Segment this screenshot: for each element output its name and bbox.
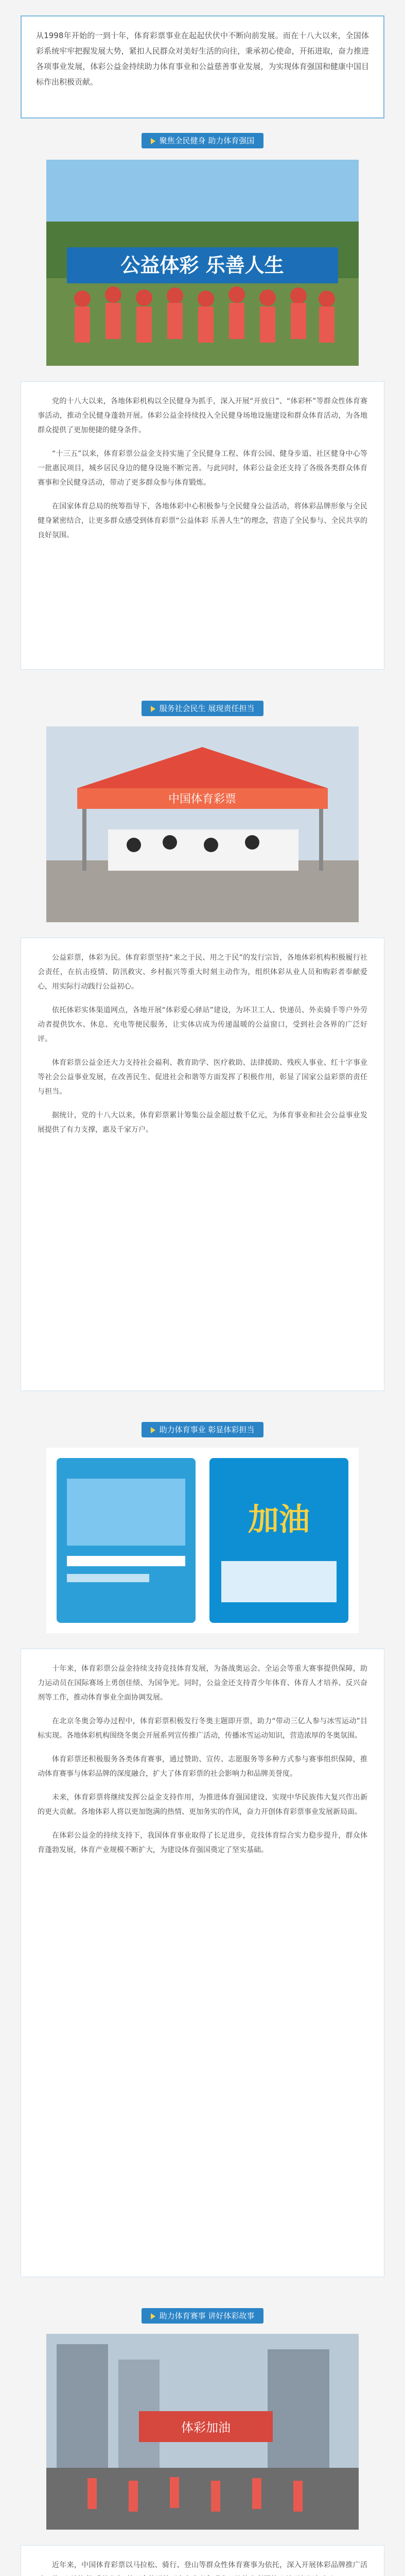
paragraph: 党的十八大以来，各地体彩机构以全民健身为抓手，深入开展“开放日”、“体彩杯”等群众性体育赛事活动，推动全民健身蓬勃开展。体彩公益金持续投入全民健身场地设施建设和群众体育活动，为各地群众提供了更加便捷的健身条件。: [38, 397, 367, 434]
section-title-text: 助力体育赛事 讲好体彩故事: [159, 2311, 255, 2320]
arrow-icon: [151, 138, 155, 144]
text-block-2: [21, 938, 384, 1391]
photo-group: [46, 160, 359, 366]
paragraph: 十年来，体育彩票公益金持续支持竞技体育发展，为备战奥运会、全运会等重大赛事提供保障，助力运动员在国际赛场上勇创佳绩、为国争光。同时，公益金还支持青少年体育、体育人才培养、反兴奋剂等工作，推动体育事业全面协调发展。: [38, 1665, 367, 1702]
paragraph: 在北京冬奥会筹办过程中，体育彩票积极发行冬奥主题即开票，助力“带动三亿人参与冰雪运动”目标实现。各地体彩机构围绕冬奥会开展系列宣传推广活动，传播冰雪运动知识，营造浓厚的冬奥氛围。: [38, 1717, 367, 1740]
intro-text: 从1998年开始的一到十年，体育彩票事业在起起伏伏中不断向前发展。而在十八大以来，全国体彩系统牢牢把握发展大势，紧扣人民群众对美好生活的向往，秉承初心使命，开拓进取，奋力推进各项事业发展，体彩公益金持续助力体育事业和公益慈善事业发展，为实现体育强国和健康中国目标作出积极贡献。: [36, 31, 369, 87]
paragraph: 据统计，党的十八大以来，体育彩票累计筹集公益金超过数千亿元，为体育事业和社会公益事业发展提供了有力支撑，惠及千家万户。: [38, 1111, 367, 1134]
paragraph: 公益彩票，体彩为民。体育彩票坚持“来之于民、用之于民”的发行宗旨，各地体彩机构积极履行社会责任，在抗击疫情、防汛救灾、乡村振兴等重大时刻主动作为，组织体彩从业人员和购彩者奉献爱心，用实际行动践行公益初心。: [38, 954, 367, 991]
paragraph: 未来，体育彩票将继续发挥公益金支持作用，为推进体育强国建设、实现中华民族伟大复兴作出新的更大贡献。各地体彩人将以更加饱满的热情、更加务实的作风，奋力开创体育彩票事业发展新局面。: [38, 1793, 367, 1816]
paragraph: 在体彩公益金的持续支持下，我国体育事业取得了长足进步，竞技体育综合实力稳步提升，群众体育蓬勃发展，体育产业规模不断扩大，为建设体育强国奠定了坚实基础。: [38, 1832, 367, 1854]
arrow-icon: [151, 706, 155, 712]
text-block-4: [21, 2545, 384, 2576]
section-badge: [142, 133, 264, 148]
photo-banner-text: 体彩加油: [181, 2420, 231, 2435]
photo-banner-text: 加油: [248, 1502, 310, 1538]
photo-street: [46, 2334, 359, 2530]
paragraph: 近年来，中国体育彩票以马拉松、骑行、登山等群众性体育赛事为依托，深入开展体彩品牌推广活: [52, 2561, 367, 2569]
section-title-text: 服务社会民生 展现责任担当: [159, 704, 255, 713]
paragraph: 体育彩票还积极服务各类体育赛事，通过赞助、宣传、志愿服务等多种方式参与赛事组织保障，推动体育赛事与体彩品牌的深度融合，扩大了体育彩票的社会影响力和品牌美誉度。: [38, 1755, 367, 1778]
text-block-3: [21, 1649, 384, 2277]
section-title-text: 聚焦全民健身 助力体育强国: [159, 136, 255, 145]
paragraph: “十三五”以来，体育彩票公益金支持实施了全民健身工程、体育公园、健身步道、社区健身中心等一批惠民项目，城乡居民身边的健身设施不断完善。与此同时，体彩公益金还支持了各级各类群众体育赛事和全民健身活动，带动了更多群众参与体育锻炼。: [38, 450, 367, 487]
section-badge: [142, 701, 264, 716]
section-title-3: [0, 1422, 405, 1437]
paragraph: 依托体彩实体渠道网点，各地开展“体彩爱心驿站”建设，为环卫工人、快递员、外卖骑手等户外劳动者提供饮水、休息、充电等便民服务，让实体店成为传递温暖的公益窗口，受到社会各界的广泛好评。: [38, 1006, 367, 1043]
photo-banner-text: 公益体彩 乐善人生: [120, 254, 284, 277]
paragraph: 体育彩票公益金还大力支持社会福利、教育助学、医疗救助、法律援助、残疾人事业、红十字事业等社会公益事业发展，在改善民生、促进社会和谐等方面发挥了积极作用，彰显了国家公益彩票的责任与担当。: [38, 1059, 367, 1096]
arrow-icon: [151, 2313, 155, 2319]
photo-tent: [46, 726, 359, 922]
paragraph: 在国家体育总局的统筹指导下，各地体彩中心积极参与全民健身公益活动，将体彩品牌形象与全民健身紧密结合，让更多群众感受到体育彩票“公益体彩 乐善人生”的理念，营造了全民参与、全民共享的良好氛围。: [38, 502, 367, 539]
section-title-text: 助力体育事业 彰显体彩担当: [159, 1425, 255, 1434]
arrow-icon: [151, 1427, 155, 1433]
intro-box: [21, 15, 384, 118]
section-title-2: [0, 701, 405, 716]
section-title-1: [0, 133, 405, 148]
photo-cards: [46, 1448, 359, 1633]
section-title-4: [0, 2308, 405, 2324]
photo-banner-text: 中国体育彩票: [168, 793, 237, 806]
text-block-1: [21, 381, 384, 670]
section-badge: [142, 2308, 264, 2324]
section-badge: [142, 1422, 264, 1437]
